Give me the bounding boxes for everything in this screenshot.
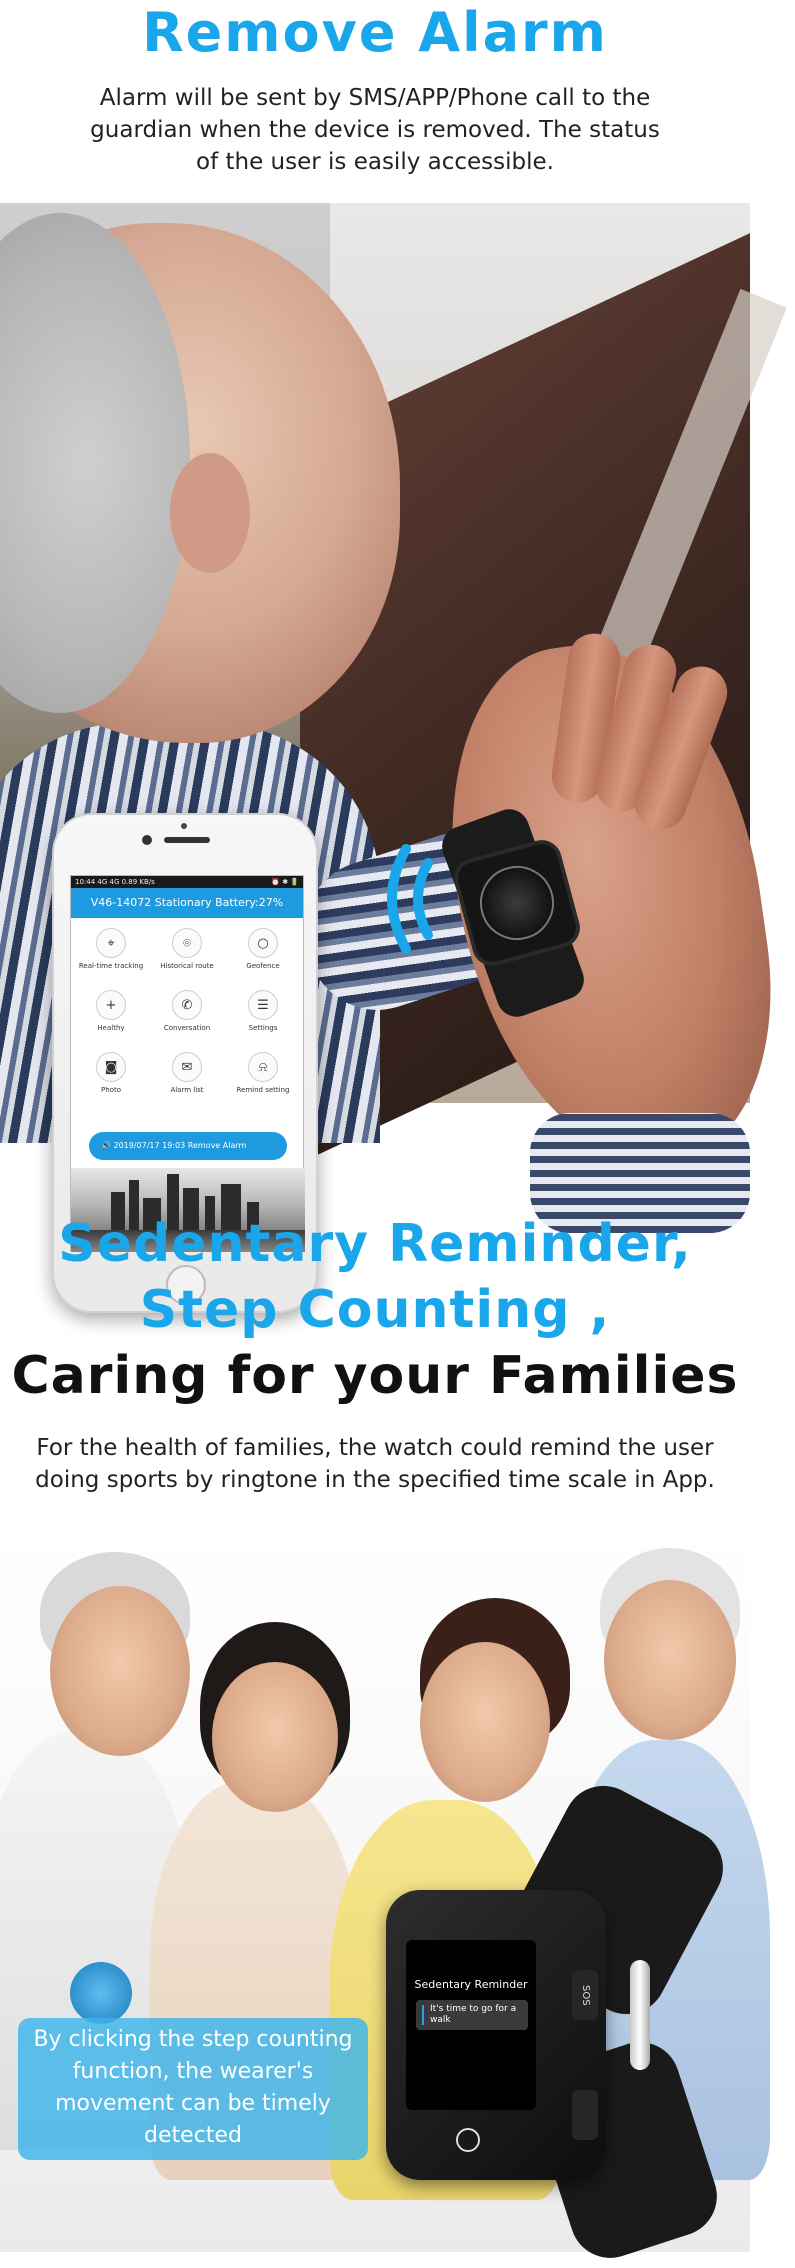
camera-icon: ◙ [96,1052,126,1082]
step-counting-callout: By clicking the step counting function, the wearer's movement can be timely detected [18,2018,368,2160]
menu-label: Healthy [97,1024,125,1032]
signal-waves-icon [368,843,458,953]
strap-pin [630,1960,650,2070]
menu-label: Remind setting [236,1086,290,1094]
menu-item-photo[interactable] [73,1050,149,1106]
man-ear [170,453,250,573]
mail-icon: ✉ [172,1052,202,1082]
menu-item-healthy[interactable] [73,988,149,1044]
bell-icon: ⍾ [248,1052,278,1082]
location-pin-icon: ⌾ [172,928,202,958]
target-icon: ⌖ [96,928,126,958]
geofence-circle-icon: ○ [248,928,278,958]
menu-label: Conversation [163,1024,211,1032]
menu-item-settings[interactable] [225,988,301,1044]
front-sensor-icon [181,823,187,829]
menu-label: Alarm list [170,1086,204,1094]
sedentary-description: For the health of families, the watch could remind the user doing sports by ringtone in the specified time scale in App. [35,1435,715,1493]
app-menu-grid [71,918,303,1106]
person-man-left-face [50,1586,190,1756]
menu-item-real-time-tracking[interactable] [73,926,149,982]
app-screen [70,875,304,1251]
status-bar [71,876,303,888]
caring-families-title: Caring for your Families [11,1346,739,1406]
health-plus-icon: + [96,990,126,1020]
app-title-bar: V46-14072 Stationary Battery:27% [71,888,303,918]
remove-alarm-title: Remove Alarm [142,1,608,64]
blue-watch-on-wrist-icon [70,1962,132,2024]
menu-item-alarm-list[interactable] [149,1050,225,1106]
menu-label: Real-time tracking [78,962,144,970]
menu-label: Settings [248,1024,278,1032]
black-smartwatch [380,1800,700,2252]
menu-label: Photo [101,1086,121,1094]
front-camera-icon [142,835,152,845]
sliders-icon: ☰ [248,990,278,1020]
speaker-grille [164,837,210,843]
step-counting-title: Step Counting , [139,1280,611,1340]
elderly-man-photo [0,203,750,1150]
menu-label: Historical route [160,962,214,970]
watch-side-button[interactable] [572,2090,598,2140]
sedentary-reminder-title: Sedentary Reminder, [58,1214,692,1274]
phone-icon: ✆ [172,990,202,1020]
remove-alarm-description: Alarm will be sent by SMS/APP/Phone call to the guardian when the device is removed. The status of the user is easily accessible. [90,85,660,175]
menu-item-historical-route[interactable] [149,926,225,982]
watch-face [472,858,563,949]
watch-reminder-title: Sedentary Reminder [414,1978,528,1991]
menu-label: Geofence [246,962,280,970]
menu-item-conversation[interactable] [149,988,225,1044]
remove-alarm-notification[interactable]: 🔊 2019/07/17 19:03 Remove Alarm [89,1132,287,1160]
watch-reminder-message: It's time to go for a walk [416,2000,528,2030]
watch-body [386,1890,606,2180]
menu-item-geofence[interactable] [225,926,301,982]
sos-button[interactable]: SOS [572,1970,598,2020]
person-man-right-face [604,1580,736,1740]
status-right: ⏰ ✱ 🔋 [271,878,299,886]
status-left: 10:44 4G 4G 0.89 KB/s [75,878,155,886]
watch-home-button[interactable] [456,2128,480,2152]
watch-screen [406,1940,536,2110]
menu-item-remind-setting[interactable] [225,1050,301,1106]
person-woman-yellow-face [420,1642,550,1802]
person-woman-face [212,1662,338,1812]
